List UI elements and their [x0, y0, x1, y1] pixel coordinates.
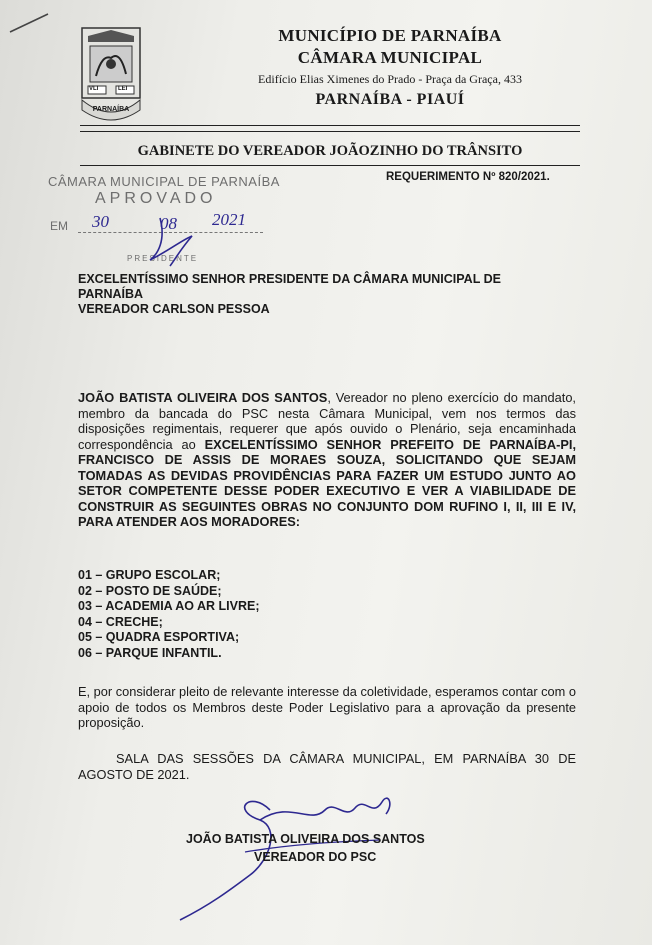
body-text: , Vereador no pleno exercício do mandato, membro da bancada do PSC nesta Câmara Municipal, vem nos termos das disposições regimentais, requerer que após ouvido o Plenário, seja encaminhada correspondência ao [78, 390, 576, 452]
request-body [78, 390, 576, 530]
list-item: 06 – PARQUE INFANTIL. [78, 645, 222, 660]
list-item: 02 – POSTO DE SAÚDE; [78, 583, 222, 598]
office-rule [80, 165, 580, 166]
stamp-date-day: 30 [92, 212, 109, 231]
crest-left-text: VLI [89, 86, 99, 92]
stamp-status: APROVADO [95, 190, 217, 207]
municipal-crest [80, 26, 142, 122]
crest-banner-text: PARNAÍBA [92, 106, 130, 113]
stamp-role: PRESIDENTE [127, 254, 199, 263]
list-item: 04 – CRECHE; [78, 614, 163, 629]
header-address: Edifício Elias Ximenes do Prado - Praça da Graça, 433 [258, 72, 522, 86]
header-chamber: CÂMARA MUNICIPAL [297, 48, 483, 67]
signature-title: VEREADOR DO PSC [254, 850, 377, 864]
list-item: 05 – QUADRA ESPORTIVA; [78, 630, 240, 644]
addressee-line2: PARNAÍBA [78, 287, 144, 301]
body-author: JOÃO BATISTA OLIVEIRA DOS SANTOS [78, 390, 328, 405]
list-item: 03 – ACADEMIA AO AR LIVRE; [78, 599, 260, 613]
pencil-mark [4, 8, 54, 38]
request-number: REQUERIMENTO Nº 820/2021. [386, 171, 550, 183]
header-city: PARNAÍBA - PIAUÍ [315, 91, 465, 108]
office-title: GABINETE DO VEREADOR JOÃOZINHO DO TRÂNSITO [137, 143, 523, 159]
stamp-date-year: 2021 [212, 210, 246, 229]
closing-paragraph: E, por considerar pleito de relevante interesse da coletividade, esperamos contar com o apoio de todos os Membros deste Poder Legislativo para a aprovação da presente proposição. [78, 684, 576, 730]
stamp-em: EM [50, 219, 68, 233]
header-municipality: MUNICÍPIO DE PARNAÍBA [278, 26, 502, 45]
addressee-line3: VEREADOR CARLSON PESSOA [78, 302, 270, 316]
works-list [78, 568, 260, 661]
crest-right-text: LEI [118, 86, 128, 92]
body-request: EXCELENTÍSSIMO SENHOR PREFEITO DE PARNAÍBA-PI, FRANCISCO DE ASSIS DE MORAES SOUZA, SOLICITANDO QUE SEJAM TOMADAS AS DEVIDAS PROVIDÊNCIAS PARA FAZER UM ESTUDO JUNTO AO SETOR COMPETENTE DESSE PODER EXECUTIVO E VER A VIABILIDADE DE CONSTRUIR AS SEGUINTES OBRAS NO CONJUNTO DOM RUFINO I, II, III E IV, PARA ATENDER AOS MORADORES: [78, 436, 576, 529]
header-rule-top [80, 125, 580, 126]
signature-name: JOÃO BATISTA OLIVEIRA DOS SANTOS [186, 832, 425, 846]
stamp-date-month: 08 [160, 214, 177, 233]
addressee-line1: EXCELENTÍSSIMO SENHOR PRESIDENTE DA CÂMARA MUNICIPAL DE [78, 272, 501, 286]
stamp-header: CÂMARA MUNICIPAL DE PARNAÍBA [48, 174, 280, 189]
session-line: SALA DAS SESSÕES DA CÂMARA MUNICIPAL, EM PARNAÍBA 30 DE AGOSTO DE 2021. [78, 751, 576, 782]
list-item: 01 – GRUPO ESCOLAR; [78, 568, 221, 582]
header-rule-thin [80, 131, 580, 132]
stamp-signature [120, 210, 220, 270]
